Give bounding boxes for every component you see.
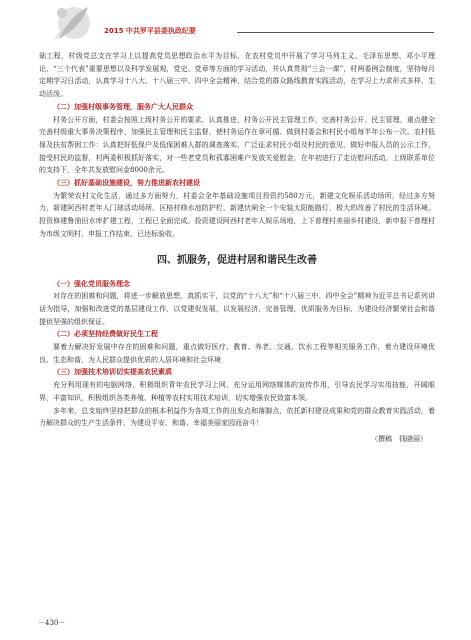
subheading-infrastructure: （三）抓好基础设施建设，努力推进新农村建设 bbox=[53, 179, 200, 188]
paragraph-village-affairs: 村务公开方面，村委会按照上级村务公开的要求，认真推进，村务公开民主管理工作，完善村务公开、民主管理，重点健全完善村级重大事务决策程序，加强民主管理和民主监督，使村务运作在章可循。做到村委会和村民小组每半年公布一次。农村低保及扶贫帮困工作：认真把好低保户及低保困难人群的调查落实，广泛征求村民小组及村民的意见，做好申报人员的公示工作，接受村民的监督，村两委积极抓好落实，对一些老党员和孤寡困难户发放关爱慰金，在年初进行了走访慰问活动，上级联系单位的支持下，全年共发放慰问金8000余元。 bbox=[39, 115, 435, 175]
page-number: －430－ bbox=[38, 619, 66, 627]
paragraph-livelihood: 要着力解决好发展中存在的困难和问题，重点做好医疗、教育、养老、交通、饮水工程等相关服务工作，着力建设环境优良、生态和谐，为人民群众提供优质的人居环境和社会环境 bbox=[39, 343, 435, 364]
party-emblem-icon bbox=[48, 3, 92, 43]
header-title: 2015 中共罗平县委执政纪要 bbox=[104, 27, 196, 35]
section-title: 四、抓服务，促进村居和谐民生改善 bbox=[157, 254, 317, 266]
paragraph-conclusion: 多年来，总支始终坚持把群众的根本利益作为各项工作的出发点和落脚点，依托新村建设成果和党的群众教育实践活动，着力解决群众的生产生活条件，为建设平安、和谐、幸福美丽家园而奋斗！ bbox=[39, 406, 435, 428]
subheading-training: （三）加强技术培训切实提高农民素质 bbox=[53, 368, 172, 377]
subheading-service-concept: （一）强化党员服务理念 bbox=[53, 279, 130, 288]
subheading-village-affairs: （二）加强村级事务管理，服务广大人民群众 bbox=[53, 102, 193, 111]
subheading-livelihood: （二）必须坚持经费做好民生工程 bbox=[53, 330, 158, 339]
page-header bbox=[0, 0, 471, 48]
page-content bbox=[39, 50, 435, 446]
paragraph-training: 充分利用现有的电脑网络，积极组织青年农民学习上网，充分运用网络媒体的宣传作用，引导农民学习实用技能，开阔眼界，丰富知识，积极组织各类养殖、种植等农村实用技术培训，切实增强农民致富本领。 bbox=[39, 381, 435, 402]
intro-paragraph: 础工程，村级党总支在学习上以提高党员思想政治水平为目标，在农村党员中开展了学习马列主义、毛泽东思想、邓小平理论、“三个代表”重要思想以及科学发展观，党史、党章等方面的学习活动，并认真贯彻“三会一课”，村两委例会制度，坚持每月定期学习日活动，认真学习十八大、十八届三中、四中全会精神，结合党的群众路线教育实践活动，在学习上力求形式多样、生动活泼。 bbox=[39, 52, 435, 99]
header-rule bbox=[237, 32, 434, 33]
paragraph-service-concept: 对存在的困难和问题，将进一步解放思想，真抓实干，以党的“十八大”和“十八届三中、四中全会”精神为近平总书记系列讲话为指导，加强和改进党的基层建设工作，以党建促发展，以发展经济，完善管理，优质服务为目标，为建设经济繁荣社会和谐提供坚强的组织保证。 bbox=[39, 292, 435, 326]
author-signature: （撰稿 钱晓丽） bbox=[371, 434, 427, 443]
paragraph-infrastructure: 为繁荣农村文化生活，通过多方面努力，村委会全年基础设施项目投资约580万元，新建文化娱乐活动场所，经过多方努力，新建阿西村老年人门球活动场所、区格村修水池防护栏、新建伏闸全一个安装太阳能路灯，极大的改善了村民的生活环境。投资修建鲁油田水库扩建工程，工程已全面完成。投资建设阿西村老年人娱乐场地，上下普理村美丽乡村建设，新申报下普理村为市级文明村，申报工作结束，已达标验收。 bbox=[39, 191, 435, 238]
